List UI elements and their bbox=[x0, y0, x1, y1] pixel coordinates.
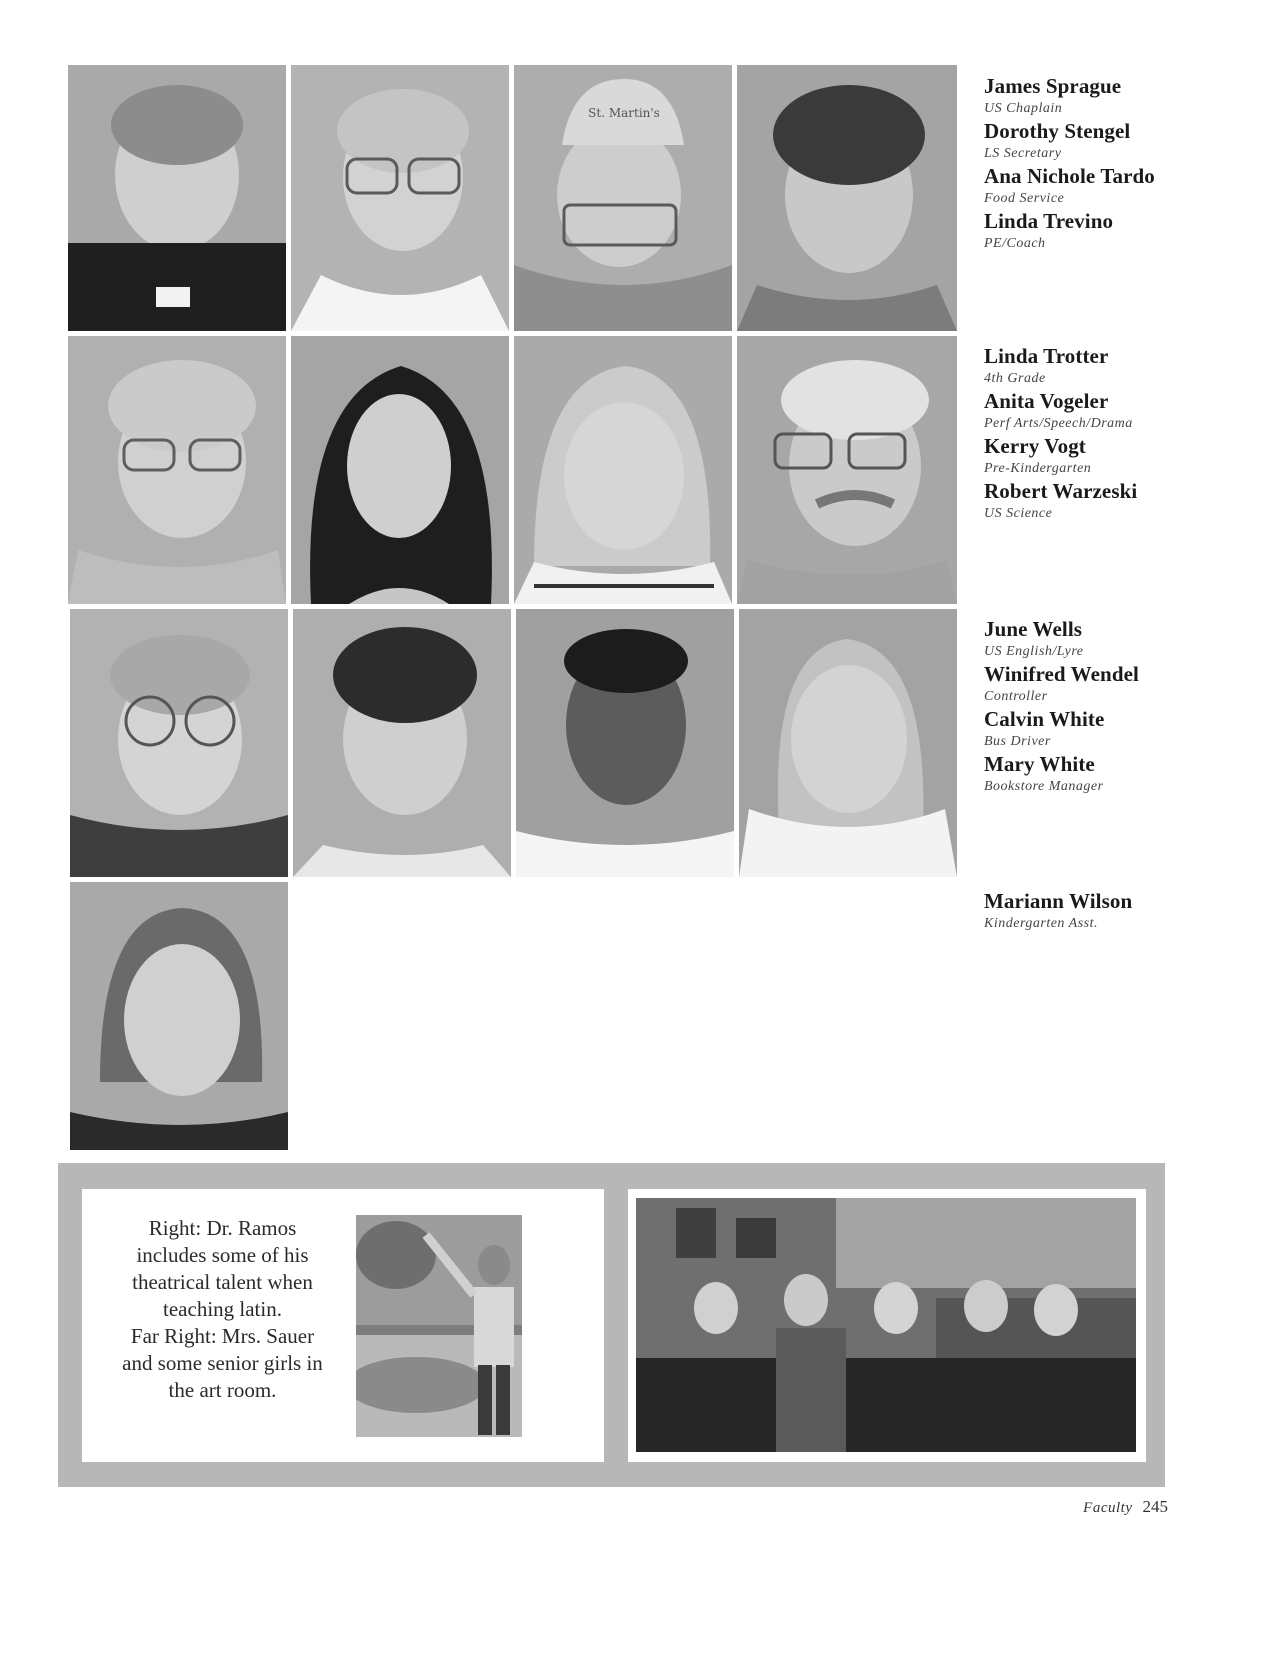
faculty-role: Bus Driver bbox=[984, 734, 1051, 749]
faculty-name: Kerry Vogt bbox=[984, 434, 1086, 458]
portrait-kerry-vogt bbox=[514, 336, 732, 604]
caption-line: the art room. bbox=[168, 1378, 277, 1402]
faculty-name: Ana Nichole Tardo bbox=[984, 164, 1155, 188]
cap-logo-text: St. Martin's bbox=[588, 106, 660, 120]
portrait-mary-white bbox=[739, 609, 957, 877]
faculty-role: 4th Grade bbox=[984, 371, 1046, 386]
caption-line: teaching latin. bbox=[163, 1297, 282, 1321]
faculty-name: June Wells bbox=[984, 617, 1083, 641]
caption-line: includes some of his bbox=[136, 1243, 309, 1267]
faculty-name: Linda Trevino bbox=[984, 209, 1114, 233]
portrait-ana-nichole-tardo bbox=[514, 65, 732, 331]
section-label: Faculty bbox=[1083, 1500, 1133, 1516]
faculty-role: Controller bbox=[984, 689, 1048, 704]
faculty-name: Calvin White bbox=[984, 707, 1105, 731]
faculty-name: James Sprague bbox=[984, 74, 1122, 98]
faculty-role: Food Service bbox=[984, 191, 1065, 206]
page-number: 245 bbox=[1142, 1497, 1168, 1516]
names-block-row-2 bbox=[984, 344, 1224, 524]
photo-caption bbox=[100, 1215, 345, 1404]
portrait-robert-warzeski bbox=[737, 336, 957, 604]
names-block-row-3 bbox=[984, 617, 1224, 797]
portrait-winifred-wendel bbox=[293, 609, 511, 877]
faculty-name: Mariann Wilson bbox=[984, 889, 1133, 913]
faculty-role: PE/Coach bbox=[984, 236, 1046, 251]
portrait-mariann-wilson bbox=[70, 882, 288, 1150]
names-block-row-1 bbox=[984, 74, 1224, 254]
portrait-linda-trevino bbox=[737, 65, 957, 331]
faculty-name: Mary White bbox=[984, 752, 1095, 776]
page-footer bbox=[1083, 1497, 1168, 1517]
faculty-role: US English/Lyre bbox=[984, 644, 1084, 659]
caption-line: theatrical talent when bbox=[132, 1270, 313, 1294]
caption-line: Far Right: Mrs. Sauer bbox=[130, 1324, 315, 1348]
caption-line: and some senior girls in bbox=[122, 1351, 323, 1375]
faculty-role: LS Secretary bbox=[984, 146, 1062, 161]
faculty-name: Dorothy Stengel bbox=[984, 119, 1131, 143]
portrait-june-wells bbox=[70, 609, 288, 877]
photo-dr-ramos-teaching bbox=[356, 1215, 522, 1437]
faculty-role: Bookstore Manager bbox=[984, 779, 1104, 794]
faculty-name: Robert Warzeski bbox=[984, 479, 1138, 503]
faculty-role: US Science bbox=[984, 506, 1053, 521]
faculty-role: US Chaplain bbox=[984, 101, 1063, 116]
faculty-name: Linda Trotter bbox=[984, 344, 1109, 368]
portrait-calvin-white bbox=[516, 609, 734, 877]
faculty-name: Anita Vogeler bbox=[984, 389, 1109, 413]
faculty-role: Pre-Kindergarten bbox=[984, 461, 1092, 476]
caption-line: Right: Dr. Ramos bbox=[148, 1216, 297, 1240]
portrait-james-sprague bbox=[68, 65, 286, 331]
faculty-name: Winifred Wendel bbox=[984, 662, 1139, 686]
photo-mrs-sauer-art-room bbox=[636, 1198, 1136, 1452]
portrait-anita-vogeler bbox=[291, 336, 509, 604]
portrait-linda-trotter bbox=[68, 336, 286, 604]
names-block-row-4 bbox=[984, 889, 1224, 934]
portrait-dorothy-stengel bbox=[291, 65, 509, 331]
faculty-role: Kindergarten Asst. bbox=[984, 916, 1099, 931]
faculty-role: Perf Arts/Speech/Drama bbox=[984, 416, 1133, 431]
